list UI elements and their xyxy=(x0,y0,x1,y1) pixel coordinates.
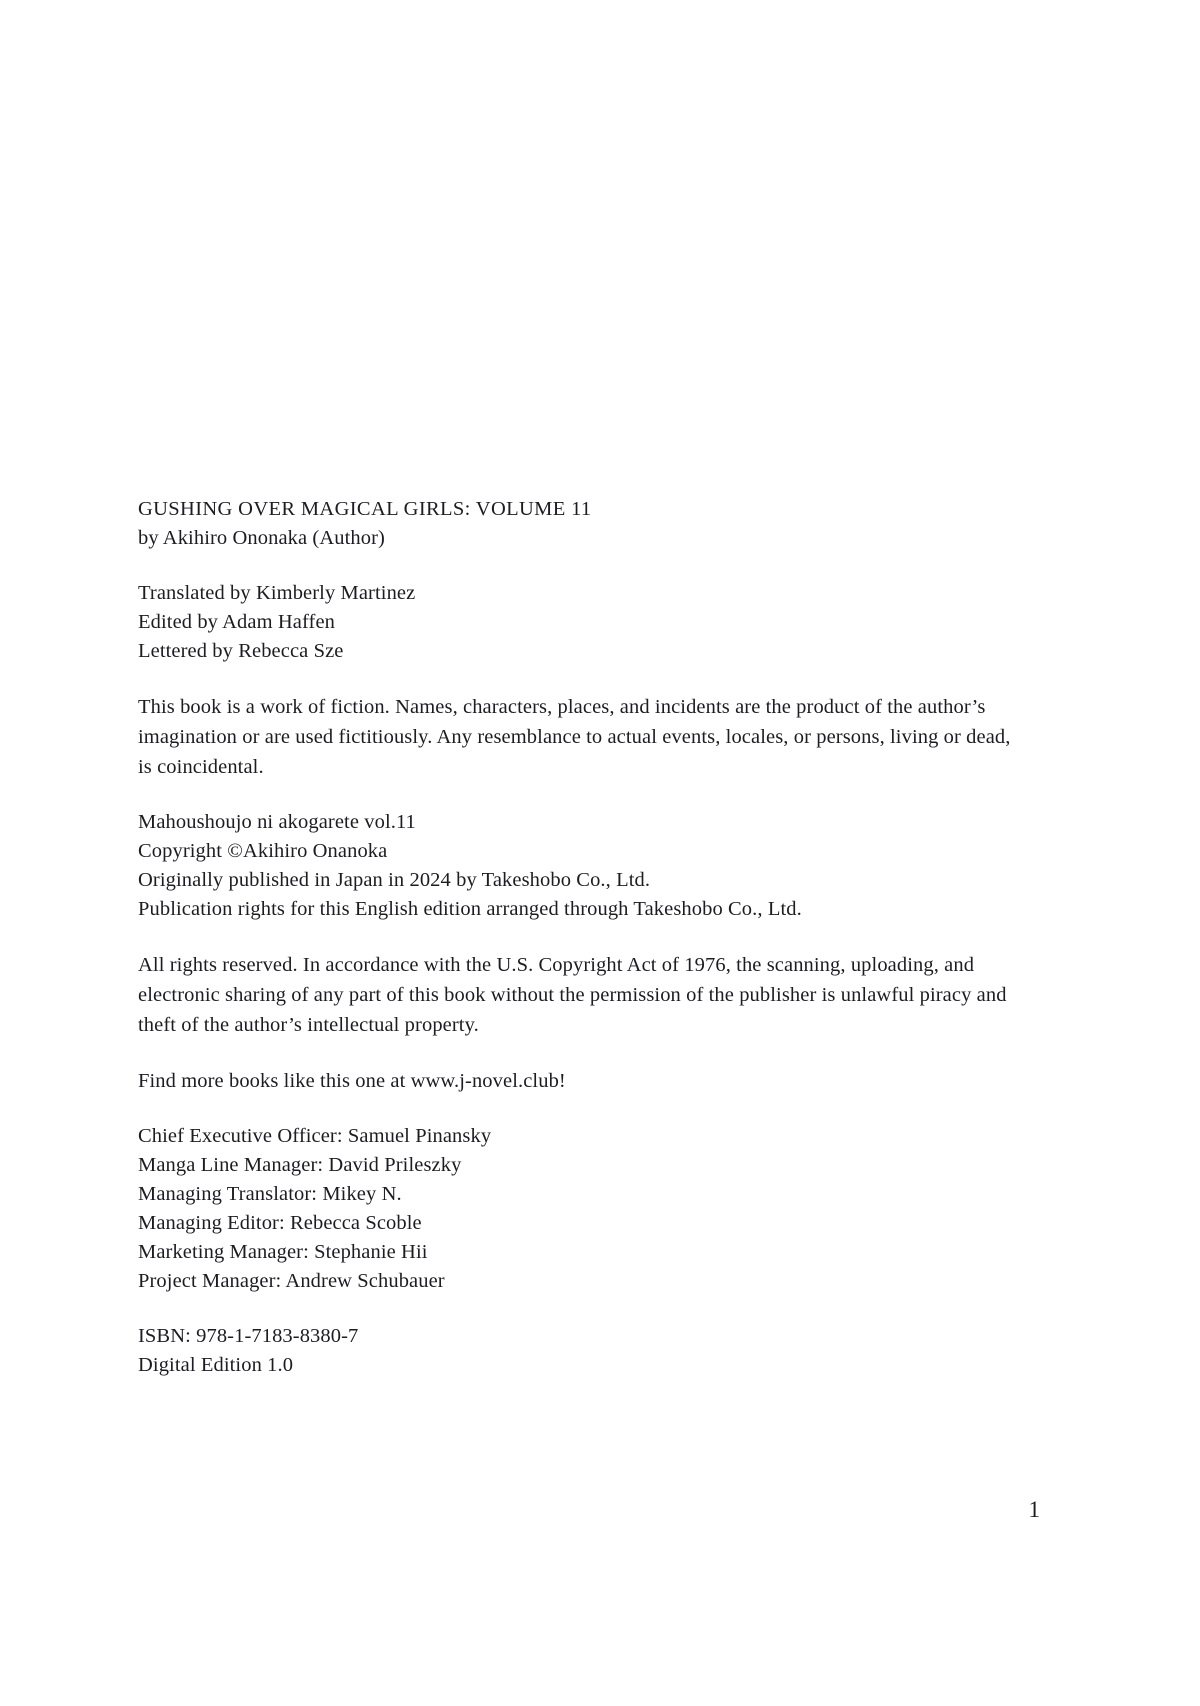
staff-ceo: Chief Executive Officer: Samuel Pinansky xyxy=(138,1125,492,1147)
original-title: Mahoushoujo ni akogarete vol.11 xyxy=(138,811,416,833)
title-block xyxy=(138,495,1028,553)
staff-managing-translator: Managing Translator: Mikey N. xyxy=(138,1183,402,1205)
fiction-disclaimer: This book is a work of fiction. Names, characters, places, and incidents are the product of the author’s imagination or are used fictitiously. Any resemblance to actual events, locales, or persons, living or dead, is coincidental. xyxy=(138,696,1011,778)
staff-manga-line-manager: Manga Line Manager: David Prileszky xyxy=(138,1154,462,1176)
book-author: by Akihiro Ononaka (Author) xyxy=(138,527,385,549)
editor-credit: Edited by Adam Haffen xyxy=(138,611,335,633)
edition-block xyxy=(138,1322,1028,1380)
copyright-holder: Copyright ©Akihiro Onanoka xyxy=(138,840,388,862)
copyright-block xyxy=(138,808,1028,924)
staff-project-manager: Project Manager: Andrew Schubauer xyxy=(138,1270,445,1292)
book-title: GUSHING OVER MAGICAL GIRLS: VOLUME 11 xyxy=(138,498,592,520)
letterer-credit: Lettered by Rebecca Sze xyxy=(138,640,344,662)
translator-credit: Translated by Kimberly Martinez xyxy=(138,582,416,604)
copyright-content xyxy=(138,495,1028,1380)
original-publication: Originally published in Japan in 2024 by Takeshobo Co., Ltd. xyxy=(138,869,651,891)
staff-marketing-manager: Marketing Manager: Stephanie Hii xyxy=(138,1241,428,1263)
digital-edition: Digital Edition 1.0 xyxy=(138,1354,294,1376)
isbn: ISBN: 978-1-7183-8380-7 xyxy=(138,1325,359,1347)
rights-notice: All rights reserved. In accordance with the U.S. Copyright Act of 1976, the scanning, uploading, and electronic sharing of any part of this book without the permission of the publisher is unlawful piracy and theft of the author’s intellectual property. xyxy=(138,954,1007,1036)
promo-line: Find more books like this one at www.j-novel.club! xyxy=(138,1070,566,1092)
staff-block xyxy=(138,1122,1028,1296)
page-number: 1 xyxy=(1028,1497,1040,1522)
staff-managing-editor: Managing Editor: Rebecca Scoble xyxy=(138,1212,422,1234)
publication-rights: Publication rights for this English edition arranged through Takeshobo Co., Ltd. xyxy=(138,898,802,920)
credits-block xyxy=(138,579,1028,666)
